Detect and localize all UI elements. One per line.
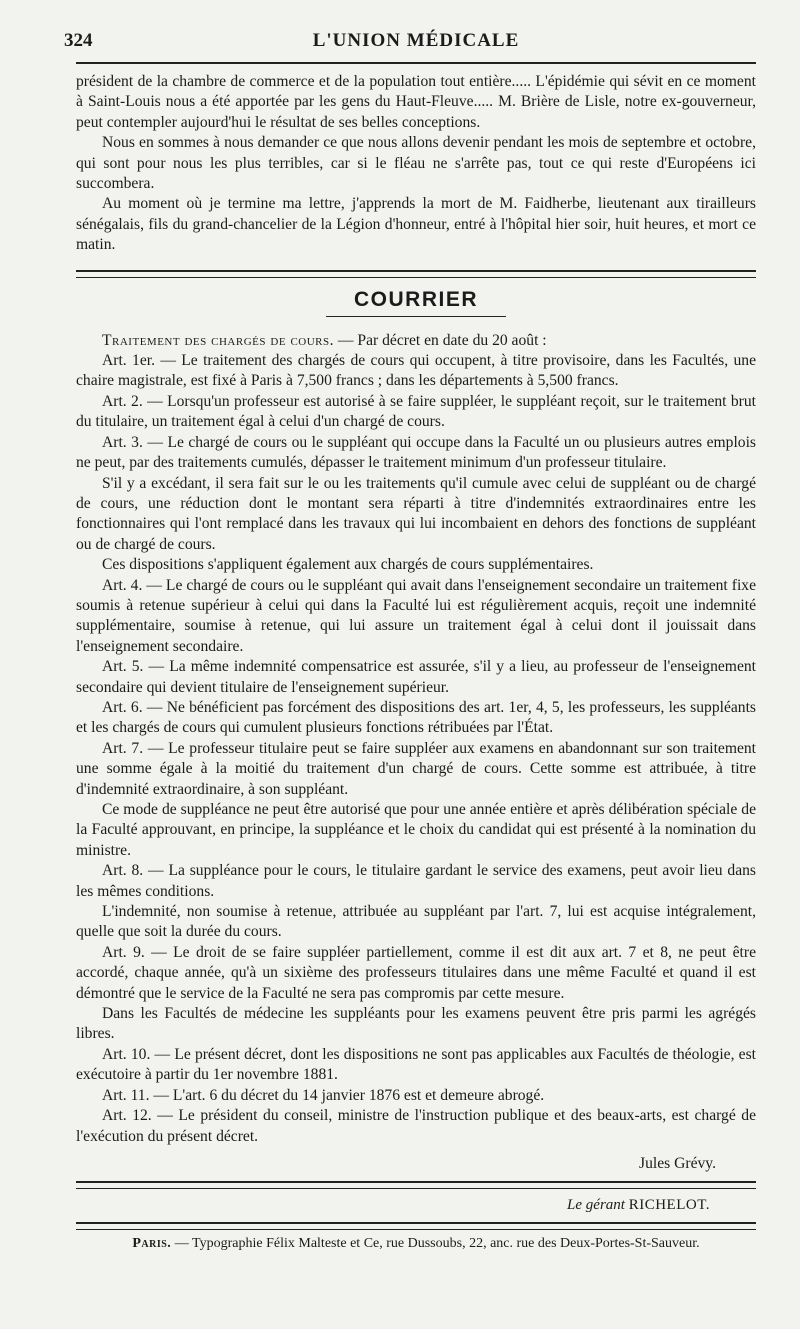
signature: Jules Grévy.	[639, 1154, 716, 1172]
decree-paragraph: Art. 12. — Le président du conseil, ministre de l'instruction publique et des beaux-arts, est chargé de l'exécution du présent décret.	[76, 1107, 756, 1145]
letter-excerpt	[76, 72, 756, 256]
intro-paragraph: président de la chambre de commerce et de la population tout entière..... L'épidémie qui sévit en ce moment à Saint-Louis nous a été apportée par les gens du Haut-Fleuve..... M. Brière de Lisle, notre ex-gouverneur, peut contempler aujourd'hui le résultat de ses belles conceptions.	[76, 73, 756, 131]
decree-paragraph: Art. 7. — Le professeur titulaire peut se faire suppléer aux examens en abandonnant sur son traitement une somme égale à la moitié du traitement d'un chargé de cours. Cette somme est attribuée, à titre d'indemnité extraordinaire, à son suppléant.	[76, 739, 756, 798]
imprint-text: — Typographie Félix Malteste et Ce, rue Dussoubs, 22, anc. rue des Deux-Portes-St-Sauveur.	[171, 1235, 700, 1251]
page-number: 324	[64, 30, 93, 51]
decree-paragraph: Art. 10. — Le présent décret, dont les dispositions ne sont pas applicables aux Facultés de théologie, est exécutoire à partir du 1er novembre 1881.	[76, 1045, 756, 1084]
decree-paragraph: Art. 9. — Le droit de se faire suppléer partiellement, comme il est dit aux art. 7 et 8, ne peut être accordé, chaque année, qu'à un sixième des professeurs titulaires dans une même Faculté et quand il est démontré que le service de la Faculté ne sera pas compromis par cette mesure.	[76, 943, 756, 1002]
decree-paragraph: Ces dispositions s'appliquent également aux chargés de cours supplémentaires.	[102, 556, 594, 574]
journal-title: L'UNION MÉDICALE	[312, 30, 520, 51]
imprint-city: Paris.	[132, 1235, 172, 1251]
decree-paragraph: Art. 11. — L'art. 6 du décret du 14 janvier 1876 est et demeure abrogé.	[102, 1086, 545, 1104]
decree-paragraph: S'il y a excédant, il sera fait sur le ou les traitements qu'il cumule avec celui de suppléant ou de chargé de cours, une réduction dont le montant sera réparti à titre d'indemnités extraordinaires entre les fonctionnaires qui l'ont remplacé dans les travaux qui lui incombaient en dehors des fonctions de suppléant ou de chargé de cours.	[76, 474, 756, 553]
manager-label: Le gérant	[567, 1196, 625, 1213]
header-rule	[76, 62, 756, 64]
decree-paragraph: Art. 1er. — Le traitement des chargés de cours qui occupent, à titre provisoire, dans les Facultés, une chaire magistrale, est fixé à Paris à 7,500 francs ; dans les départements à 5,500 francs.	[76, 352, 756, 390]
section-title: COURRIER	[353, 287, 478, 311]
printer-imprint	[76, 1236, 756, 1252]
decree-paragraph: Art. 6. — Ne bénéficient pas forcément des dispositions des art. 1er, 4, 5, les professeurs, les suppléants et les chargés de cours qui cumulent plusieurs fonctions rétribuées par l'État.	[76, 698, 756, 737]
decree-paragraph: Ce mode de suppléance ne peut être autorisé que pour une année entière et après délibération spéciale de la Faculté approuvant, en principe, la suppléance et le choix du candidat qui est présenté à la nomination du ministre.	[76, 801, 756, 859]
decree-lead	[76, 331, 756, 351]
section-divider	[76, 270, 756, 278]
decree-paragraph: Art. 8. — La suppléance pour le cours, le titulaire gardant le service des examens, peut avoir lieu dans les mêmes conditions.	[76, 862, 756, 900]
decree-paragraph: L'indemnité, non soumise à retenue, attribuée au suppléant par l'art. 7, lui est acquise intégralement, quelle que soit la durée du cours.	[76, 903, 756, 941]
decree-body	[76, 331, 756, 1147]
decree-paragraph: Art. 3. — Le chargé de cours ou le suppléant qui occupe dans la Faculté un ou plusieurs autres emplois ne peut, par des traitements cumulés, dépasser le traitement minimum d'un professeur titulaire.	[76, 433, 756, 472]
title-underline	[326, 316, 506, 317]
intro-paragraph: Nous en sommes à nous demander ce que nous allons devenir pendant les mois de septembre et octobre, qui sont pour nous les plus terribles, car si le fléau ne s'arrête pas, tout ce qui reste d'Européens ici succombera.	[76, 134, 756, 193]
decree-paragraph: Dans les Facultés de médecine les suppléants pour les examens peuvent être pris parmi les agrégés libres.	[76, 1005, 756, 1043]
imprint-divider	[76, 1222, 756, 1230]
footer-divider	[76, 1181, 756, 1189]
decree-paragraph: Art. 4. — Le chargé de cours ou le suppléant qui avait dans l'enseignement secondaire un traitement fixe soumis à retenue supérieur à celui qui dans la Faculté lui est régulièrement acquis, reçoit une indemnité supplémentaire, soumise à retenue, qui lui assure un traitement égal à celui dont il jouissait dans l'enseignement secondaire.	[76, 576, 756, 655]
manager-name: RICHELOT.	[628, 1196, 710, 1213]
decree-paragraph: Art. 2. — Lorsqu'un professeur est autorisé à se faire suppléer, le suppléant reçoit, sur le traitement brut du titulaire, un traitement égal à celui d'un chargé de cours.	[76, 392, 756, 431]
running-head	[64, 22, 756, 62]
decree-lead-heading: Traitement des chargés de cours.	[102, 331, 335, 349]
intro-paragraph: Au moment où je termine ma lettre, j'apprends la mort de M. Faidherbe, lieutenant aux tirailleurs sénégalais, fils du grand-chancelier de la Légion d'honneur, entré à l'hôpital hier soir, huit heures, et mort ce matin.	[76, 195, 756, 254]
decree-paragraph: Art. 5. — La même indemnité compensatrice est assurée, s'il y a lieu, au professeur de l'enseignement secondaire qui devient titulaire de l'enseignement supérieur.	[76, 658, 756, 696]
manager-line	[76, 1197, 710, 1214]
decree-lead-text: — Par décret en date du 20 août :	[334, 331, 547, 349]
